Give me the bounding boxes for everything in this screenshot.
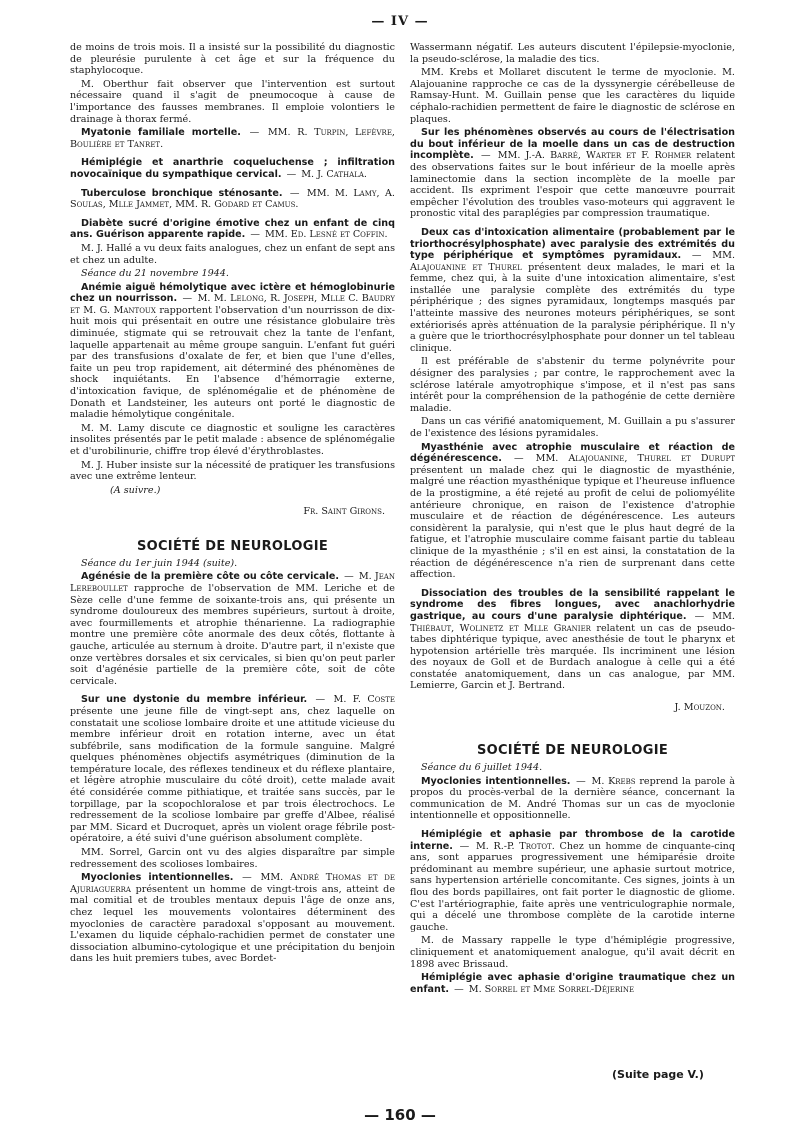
entry-title: Tuberculose bronchique sténosante.	[81, 187, 283, 199]
communication-entry: Anémie aiguë hémolytique avec ictère et hémoglobinurie chez un nourrisson. — M. M. Lelong, R. Joseph, Mlle C. Baudry et M. G. Mantoux rapportent l'observation d'un nourrisson de dix-huit mois qui présentait en outre une résistance globulaire très diminuée, stigmate qui se retrouvait chez la tante de l'enfant, laquelle appartenait au même groupe sanguin. L'enfant fut guéri par des transfusions d'oxalate de fer, et bien que l'une d'elles, faite un peu trop rapidement, ait déterminé des phénomènes de shock inquiétants. En l'absence d'hémorragie externe, d'intoxication favique, de splénomégalie et de phénomène de Donath et Landsteiner, les auteurs ont porté le diagnostic de maladie hémolytique congénitale.	[70, 281, 395, 421]
entry-authors: MM. Alajouanine et Thurel	[410, 250, 735, 273]
paragraph: M. J. Hallé a vu deux faits analogues, chez un enfant de sept ans et chez un adulte.	[70, 242, 395, 266]
entry-title: Hémiplégie et aphasie par thrombose de la carotide interne.	[410, 829, 735, 852]
entry-authors: M. Krebs	[591, 775, 636, 787]
entry-authors: MM. Ed. Lesné et Coffin.	[264, 229, 388, 241]
communication-entry: Agénésie de la première côte ou côte cervicale. — M. Jean Lereboullet rapproche de l'observation de MM. Leriche et de Sèze celle d'une femme de soixante-trois ans, qui présente un syndrome douloureux des membres supérieurs, surtout à droite, avec fourmillements et atrophie thénarienne. La radiographie montre une première côte anormale des deux côtés, flottante à gauche, articulée au sternum à droite. D'autre part, il n'existe que onze vertèbres dorsales et six cervicales, si bien qu'on peut parler soit d'agénésie partielle de la première côte, soit de côte cervicale.	[70, 571, 395, 687]
entry-authors: M. J. Cathala.	[301, 168, 367, 180]
left-column	[70, 42, 395, 967]
entry-title: Dissociation des troubles de la sensibilité rappelant le syndrome des fibres longues, avec anachlorhydrie gastrique, au cours d'une paralysie diphtérique.	[410, 587, 735, 622]
entry-authors: MM. M. Lamy, A. Soulas, Mlle Jammet, MM. R. Godard et Camus.	[70, 187, 395, 211]
right-entries-a	[410, 127, 735, 354]
paragraph: M. de Massary rappelle le type d'hémiplégie progressive, cliniquement et anatomiquement analogue, qu'il avait décrit en 1898 avec Brissaud.	[410, 935, 735, 970]
entry-title: Deux cas d'intoxication alimentaire (probablement par le triorthocrésylphosphate) avec paralysie des extrémités du type périphérique et symptômes pyramidaux.	[410, 226, 735, 262]
paragraph: MM. Sorrel, Garcin ont vu des algies disparaître par simple redressement des scolioses lombaires.	[70, 847, 395, 870]
paragraph: M. J. Huber insiste sur la nécessité de pratiquer les transfusions avec une extrême lenteur.	[70, 459, 395, 483]
entry-title: Diabète sucré d'origine émotive chez un enfant de cinq ans. Guérison apparente rapide.	[70, 217, 395, 241]
society-title: SOCIÉTÉ DE NEUROLOGIE	[136, 538, 329, 554]
paragraph: MM. Krebs et Mollaret discutent le terme de myoclonie. M. Alajouanine rapproche ce cas de la dyssynergie cérébelleuse de Ramsay-Hunt. M. Guillain pense que les caractères du liquide céphalo-rachidien permettent de faire le diagnostic de sclérose en plaques.	[410, 67, 735, 125]
left-entries-c	[70, 571, 395, 845]
communication-entry: Hémiplégie avec aphasie d'origine traumatique chez un enfant. — M. Sorrel et Mme Sorrel-Déjerine	[410, 972, 735, 995]
communication-entry: Hémiplégie et anarthrie coqueluchense ; infiltration novocaïnique du sympathique cervical. — M. J. Cathala.	[70, 157, 395, 180]
entry-body: rapportent l'observation d'un nourrisson de dix-huit mois qui présentait en outre une résistance globulaire très diminuée, stigmate qui se retrouvait chez la tante de l'enfant, laquelle appartenait au même groupe sanguin. L'enfant fut guéri par des transfusions d'oxalate de fer, et bien que l'une d'elles, faite un peu trop rapidement, ait déterminé des phénomènes de shock inquiétants. En l'absence d'hémorragie externe, d'intoxication favique, de splénomégalie et de phénomène de Donath et Landsteiner, les auteurs ont porté le diagnostic de maladie hémolytique congénitale.	[70, 304, 395, 421]
entry-authors: MM. André Thomas et de Ajuriaguerra	[70, 872, 395, 895]
right-entries-c	[410, 776, 735, 934]
entry-body: présentent deux malades, le mari et la femme, chez qui, à la suite d'une intoxication alimentaire, s'est installée une paralysie complète des extrémités du type périphérique ; des signes pyramidaux, longtemps masqués par l'atteinte massive des neurones moteurs périphériques, se sont extériorisés après atténuation de la paralysie périphérique. Il n'y a guère que le triorthocrésylphosphate pour donner un tel tableau clinique.	[410, 261, 735, 354]
continued-notice: (Suite page V.)	[612, 1068, 704, 1081]
right-entries-d	[410, 972, 735, 995]
paragraph: Wassermann négatif. Les auteurs discutent l'épilepsie-myoclonie, la pseudo-sclérose, la maladie des tics.	[410, 42, 735, 65]
entry-authors: MM. R. Turpin, Lefèvre, Boulière et Tanret.	[70, 127, 395, 150]
page-number: — 160 —	[364, 1106, 436, 1124]
right-column	[410, 42, 735, 997]
entry-title: Myoclonies intentionnelles.	[421, 775, 571, 787]
entry-authors: MM. J.-A. Barré, Warter et F. Rohmer	[497, 150, 692, 162]
page-folio: — IV —	[371, 14, 429, 29]
session-date: Séance du 21 novembre 1944.	[81, 268, 229, 280]
entry-body: présentent un malade chez qui le diagnostic de myasthénie, malgré une réaction myasthénique typique et l'heureuse influence de la prostigmine, a été rejeté au profit de celui de poliomyélite antérieure chronique, en raison de l'existence d'atrophie musculaire et de réaction de dégénérescence. Les auteurs considèrent la paralysie, qui n'est que le plus haut degré de la fatigue, et l'atrophie musculaire comme faisant partie du tableau clinique de la myasthénie ; s'il en est ainsi, la constatation de la réaction de dégénérescence n'a rien de surprenant dans cette affection.	[410, 464, 735, 581]
communication-entry: Dissociation des troubles de la sensibilité rappelant le syndrome des fibres longues, avec anachlorhydrie gastrique, au cours d'une paralysie diphtérique. — MM. Thiébaut, Wolinetz et Mlle Granier relatent un cas de pseudo-tabes diphtérique typique, avec anesthésie de tout le pharynx et hypotension artérielle très marquée. Ils incriminent une lésion des noyaux de Goll et de Burdach analogue à celle qui a été constatée anatomiquement, dans un cas analogue, par MM. Lemierre, Garcin et J. Bertrand.	[410, 587, 735, 692]
entry-body: présente une jeune fille de vingt-sept ans, chez laquelle on constatait une scoliose lombaire droite et une attitude vicieuse du membre inférieur droit en rotation interne, avec un état subfébrile, sans modification de la formule sanguine. Malgré quelques phénomènes objectifs asymétriques (diminution de la température locale, des réflexes tendineux et du réflexe plantaire, et légère atrophie musculaire du côté droit), cette malade avait été considérée comme pithiatique, et traitée sans succès, par le torpillage, par la scopochloralose et par trois électrochocs. Le redressement de la scoliose lombaire par greffe d'Albee, réalisé par MM. Sicard et Ducroquet, après un violent orage fébrile post-opératoire, a été suivi d'une guérison absolument complète.	[70, 705, 395, 845]
paragraph: M. M. Lamy discute ce diagnostic et souligne les caractères insolites présentés par le petit malade : absence de splénomégalie et d'urobilinurie, chiffre trop élevé d'érythroblastes.	[70, 422, 395, 457]
entry-authors: M. Sorrel et Mme Sorrel-Déjerine	[468, 983, 635, 995]
entry-authors: MM. Thiébaut, Wolinetz et Mlle Granier	[410, 610, 735, 634]
entry-authors: M. M. Lelong, R. Joseph, Mlle C. Baudry et M. G. Mantoux	[70, 293, 395, 316]
entry-body: reprend la parole à propos du procès-verbal de la dernière séance, concernant la communication de M. André Thomas sur un cas de myoclonie intentionnelle et oppositionnelle.	[410, 775, 735, 822]
entry-title: Sur les phénomènes observés au cours de l'électrisation du bout inférieur de la moelle dans un cas de destruction incomplète.	[410, 127, 735, 162]
entry-title: Sur une dystonie du membre inférieur.	[81, 694, 308, 706]
communication-entry: Deux cas d'intoxication alimentaire (probablement par le triorthocrésylphosphate) avec paralysie des extrémités du type périphérique et symptômes pyramidaux. — MM. Alajouanine et Thurel présentent deux malades, le mari et la femme, chez qui, à la suite d'une intoxication alimentaire, s'est installée une paralysie complète des extrémités du type périphérique ; des signes pyramidaux, longtemps masqués par l'atteinte massive des neurones moteurs périphériques, se sont extériorisés après atténuation de la paralysie périphérique. Il n'y a guère que le triorthocrésylphosphate pour donner un tel tableau clinique.	[410, 226, 735, 354]
paragraph: de moins de trois mois. Il a insisté sur la possibilité du diagnostic de pleurésie purulente à cet âge et sur la fréquence du staphylocoque.	[70, 42, 395, 77]
communication-entry: Myoclonies intentionnelles. — M. Krebs reprend la parole à propos du procès-verbal de la dernière séance, concernant la communication de M. André Thomas sur un cas de myoclonie intentionnelle et oppositionnelle.	[410, 775, 735, 822]
left-entries-b	[70, 282, 395, 421]
entry-body: présentent un homme de vingt-trois ans, atteint de mal comitial et de troubles mentaux depuis l'âge de onze ans, chez lequel les mouvements volontaires déterminent des myoclonies de caractère paradoxal s'opposant au mouvement. L'examen du liquide céphalo-rachidien permet de constater une dissociation albumino-cytologique et une précipitation du benjoin dans les huit premiers tubes, avec Bordet-	[70, 883, 395, 965]
communication-entry: Sur les phénomènes observés au cours de l'électrisation du bout inférieur de la moelle dans un cas de destruction incomplète. — MM. J.-A. Barré, Warter et F. Rohmer relatent des observations faites sur le bout inférieur de la moelle après laminectomie dans la section incomplète de la moelle par accident. Ils expriment l'espoir que cette manœuvre pourrait empêcher l'évolution des troubles vaso-moteurs qui aggravent le pronostic vital des paraplégies par compression traumatique.	[410, 127, 735, 220]
entry-title: Myoclonies intentionnelles.	[81, 872, 234, 884]
entry-title: Myasthénie avec atrophie musculaire et réaction de dégénérescence.	[410, 441, 735, 465]
communication-entry: Sur une dystonie du membre inférieur. — M. F. Coste présente une jeune fille de vingt-sept ans, chez laquelle on constatait une scoliose lombaire droite et une attitude vicieuse du membre inférieur droit en rotation interne, avec un état subfébrile, sans modification de la formule sanguine. Malgré quelques phénomènes objectifs asymétriques (diminution de la température locale, des réflexes tendineux et du réflexe plantaire, et légère atrophie musculaire du côté droit), cette malade avait été considérée comme pithiatique, et traitée sans succès, par le torpillage, par la scopochloralose et par trois électrochocs. Le redressement de la scoliose lombaire par greffe d'Albee, réalisé par MM. Sicard et Ducroquet, après un violent orage fébrile post-opératoire, a été suivi d'une guérison absolument complète.	[70, 694, 396, 845]
paragraph: Il est préférable de s'abstenir du terme polynévrite pour désigner des paralysies ; par contre, le rapprochement avec la sclérose latérale amyotrophique s'impose, et il n'est pas sans intérêt pour la compréhension de la pathogénie de cette dernière maladie.	[410, 356, 735, 414]
communication-entry: Tuberculose bronchique sténosante. — MM. M. Lamy, A. Soulas, Mlle Jammet, MM. R. Godard et Camus.	[70, 187, 395, 211]
entry-authors: M. F. Coste	[333, 694, 396, 706]
society-title: SOCIÉTÉ DE NEUROLOGIE	[476, 743, 669, 759]
signature: Fr. Saint Girons.	[303, 505, 385, 517]
entry-body: rapproche de l'observation de MM. Leriche et de Sèze celle d'une femme de soixante-trois ans, qui présente un syndrome douloureux des membres supérieurs, surtout à droite, avec fourmillements et atrophie thénarienne. La radiographie montre une première côte anormale des deux côtés, flottante à gauche, articulée au sternum à droite. D'autre part, il n'existe que onze vertèbres dorsales et six cervicales, si bien qu'on peut parler soit d'agénésie partielle de la première côte, soit de côte cervicale.	[70, 582, 395, 687]
left-entries-d	[70, 872, 395, 965]
entry-authors: M. R.-P. Trotot.	[475, 840, 555, 852]
communication-entry: Myatonie familiale mortelle. — MM. R. Turpin, Lefèvre, Boulière et Tanret.	[70, 127, 395, 150]
communication-entry: Diabète sucré d'origine émotive chez un enfant de cinq ans. Guérison apparente rapide. — MM. Ed. Lesné et Coffin.	[70, 217, 395, 241]
session-date: Séance du 1er juin 1944 (suite).	[81, 557, 238, 569]
to-be-continued: (A suivre.)	[110, 484, 161, 496]
left-entries-a	[70, 127, 395, 241]
communication-entry: Myasthénie avec atrophie musculaire et réaction de dégénérescence. — MM. Alajouanine, Thurel et Durupt présentent un malade chez qui le diagnostic de myasthénie, malgré une réaction myasthénique typique et l'heureuse influence de la prostigmine, a été rejeté au profit de celui de poliomyélite antérieure chronique, en raison de l'existence d'atrophie musculaire et de réaction de dégénérescence. Les auteurs considèrent la paralysie, qui n'est que le plus haut degré de la fatigue, et l'atrophie musculaire comme faisant partie du tableau clinique de la myasthénie ; s'il en est ainsi, la constatation de la réaction de dégénérescence n'a rien de surprenant dans cette affection.	[410, 441, 735, 581]
right-intro	[410, 42, 735, 125]
entry-title: Myatonie familiale mortelle.	[81, 127, 241, 139]
entry-title: Hémiplégie et anarthrie coqueluchense ; infiltration novocaïnique du sympathique cervical.	[70, 157, 395, 180]
right-entries-b	[410, 442, 735, 692]
communication-entry: Hémiplégie et aphasie par thrombose de la carotide interne. — M. R.-P. Trotot. Chez un homme de cinquante-cinq ans, sont apparues progressivement une hémiparésie droite prédominant au membre supérieur, une aphasie surtout motrice, sans hypertension artérielle concomitante. Ces signes, joints à un flou des bords papillaires, ont fait porter le diagnostic de gliome. C'est l'artériographie, faite après une ventriculographie normale, qui a décelé une thrombose complète de la carotide interne gauche.	[410, 829, 735, 933]
left-intro	[70, 42, 395, 125]
session-date: Séance du 6 juillet 1944.	[421, 762, 543, 774]
entry-body: relatent un cas de pseudo-tabes diphtérique typique, avec anesthésie de tout le pharynx et hypotension artérielle très marquée. Ils incriminent une lésion des noyaux de Goll et de Burdach analogue à celle qui a été constatée anatomiquement, dans un cas analogue, par MM. Lemierre, Garcin et J. Bertrand.	[410, 622, 735, 692]
entry-body: relatent des observations faites sur le bout inférieur de la moelle après laminectomie dans la section incomplète de la moelle par accident. Ils expriment l'espoir que cette manœuvre pourrait empêcher l'évolution des troubles vaso-moteurs qui aggravent le pronostic vital des paraplégies par compression traumatique.	[410, 150, 735, 220]
paragraph: M. Oberthur fait observer que l'intervention est surtout nécessaire quand il s'agit de pneumocoque à cause de l'importance des fausses membranes. Il emploie volontiers le drainage à thorax fermé.	[70, 78, 395, 125]
entry-authors: M. Jean Lereboullet	[70, 571, 395, 594]
communication-entry: Myoclonies intentionnelles. — MM. André Thomas et de Ajuriaguerra présentent un homme de vingt-trois ans, atteint de mal comitial et de troubles mentaux depuis l'âge de onze ans, chez lequel les mouvements volontaires déterminent des myoclonies de caractère paradoxal s'opposant au mouvement. L'examen du liquide céphalo-rachidien permet de constater une dissociation albumino-cytologique et une précipitation du benjoin dans les huit premiers tubes, avec Bordet-	[70, 872, 395, 965]
entry-title: Hémiplégie avec aphasie d'origine traumatique chez un enfant.	[410, 972, 735, 995]
signature: J. Mouzon.	[674, 702, 725, 714]
entry-body: Chez un homme de cinquante-cinq ans, sont apparues progressivement une hémiparésie droite prédominant au membre supérieur, une aphasie surtout motrice, sans hypertension artérielle concomitante. Ces signes, joints à un flou des bords papillaires, ont fait porter le diagnostic de gliome. C'est l'artériographie, faite après une ventriculographie normale, qui a décelé une thrombose complète de la carotide interne gauche.	[410, 840, 735, 933]
entry-authors: MM. Alajouanine, Thurel et Durupt	[535, 453, 735, 465]
entry-title: Anémie aiguë hémolytique avec ictère et hémoglobinurie chez un nourrisson.	[70, 281, 395, 305]
entry-title: Agénésie de la première côte ou côte cervicale.	[81, 571, 340, 583]
paragraph: Dans un cas vérifié anatomiquement, M. Guillain a pu s'assurer de l'existence des lésions pyramidales.	[410, 416, 735, 439]
